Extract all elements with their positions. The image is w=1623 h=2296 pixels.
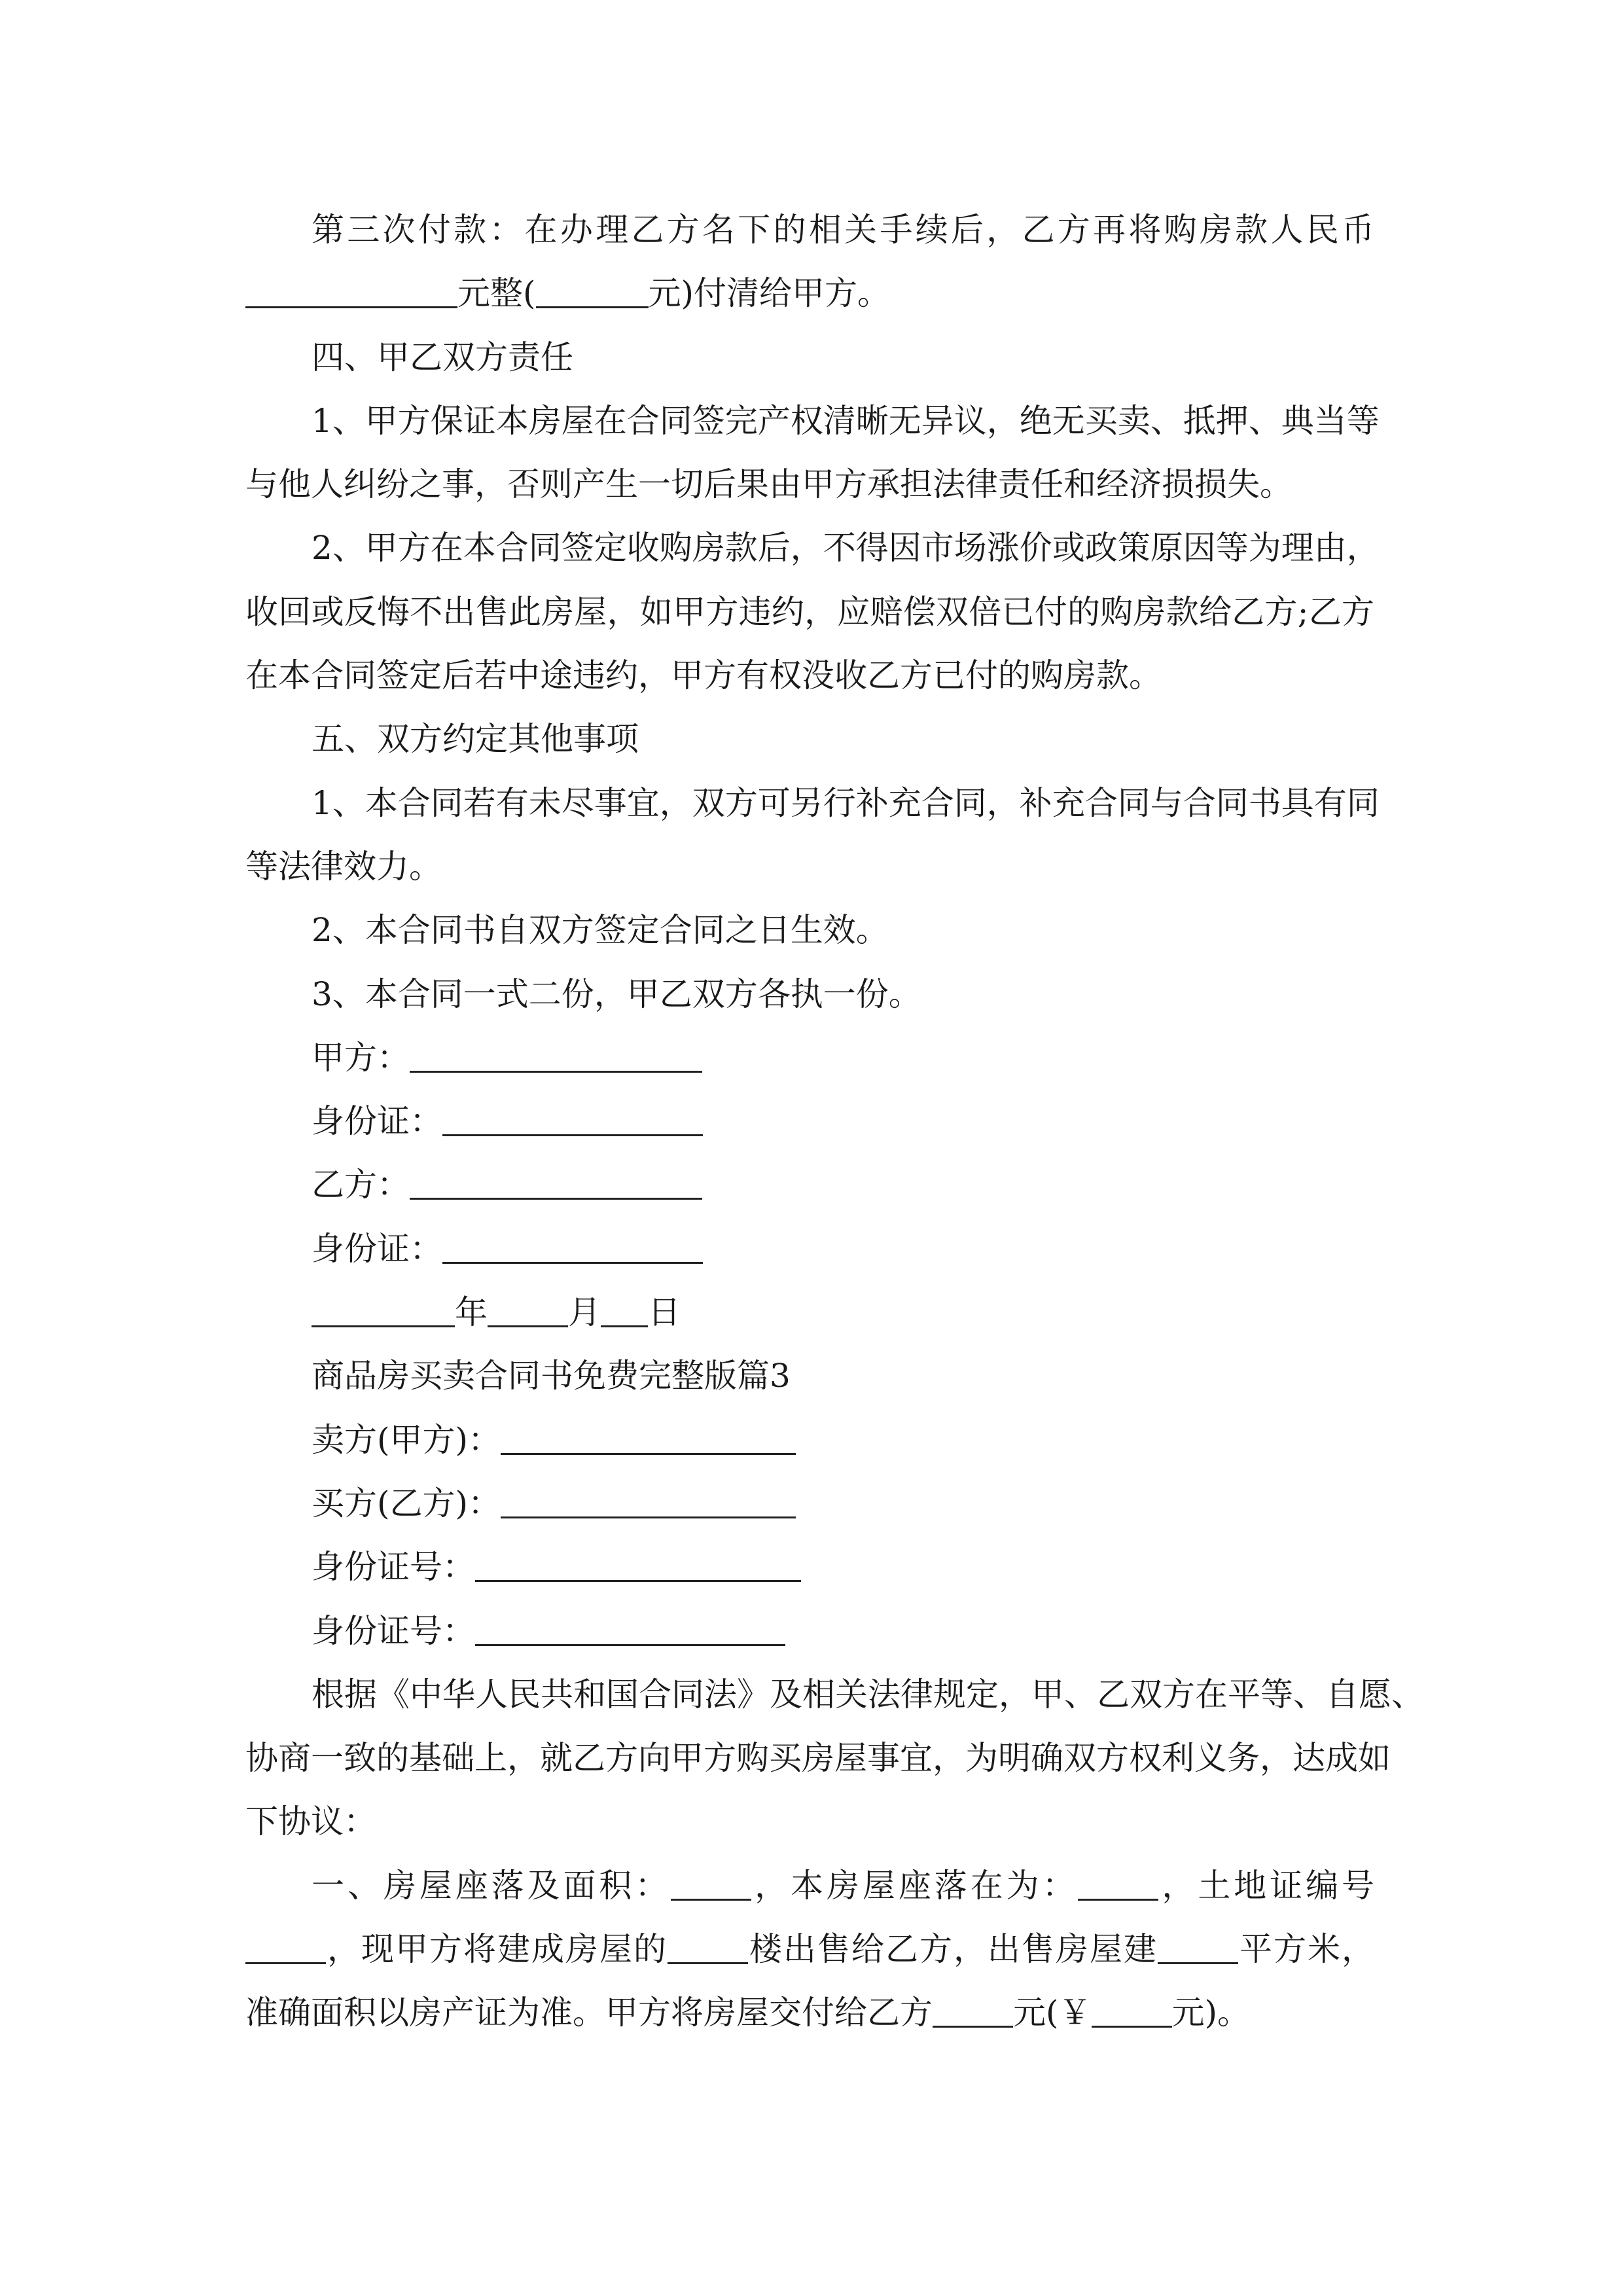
article1-line3: [245, 1981, 1374, 2045]
sign-date: [245, 1281, 1374, 1344]
label: 月: [568, 1293, 601, 1332]
third-payment-line2: [245, 262, 1374, 325]
article1-line2: [245, 1918, 1374, 1981]
label: 身份证号：: [312, 1548, 475, 1587]
other1-line1: 1、本合同若有未尽事宜，双方可另行补充合同，补充合同与合同书具有同: [312, 783, 1380, 822]
seller-line: [245, 1408, 1374, 1472]
other1-line2: 等法律效力。: [245, 847, 442, 886]
sign-id-a: [245, 1090, 1374, 1153]
party-b-blank: [410, 1158, 702, 1200]
text: 元)。: [1171, 1994, 1251, 2032]
id2-blank: [475, 1605, 785, 1646]
contract-page: [245, 198, 1424, 2045]
blank: [1092, 1986, 1172, 2028]
text: 元)付清给甲方。: [648, 274, 891, 313]
year-blank: [312, 1286, 455, 1327]
resp2-line3: 在本合同签定后若中途违约，甲方有权没收乙方已付的购房款。: [245, 656, 1162, 695]
label: 甲方：: [312, 1038, 410, 1077]
label: 日: [648, 1293, 681, 1332]
id1-blank: [475, 1541, 801, 1582]
id2-line: [245, 1600, 1374, 1663]
blank: [1078, 1859, 1158, 1901]
id-b-blank: [442, 1223, 703, 1264]
blank: [671, 1859, 751, 1901]
intro-line2: 协商一致的基础上，就乙方向甲方购买房屋事宜，为明确双方权利义务，达成如: [245, 1739, 1391, 1778]
label: 买方(乙方)：: [312, 1484, 501, 1522]
party-a-blank: [410, 1031, 702, 1073]
text: 楼出售给乙方，出售房屋建: [748, 1930, 1158, 1969]
resp1-line2: 与他人纠纷之事，否则产生一切后果由甲方承担法律责任和经济损损失。: [245, 465, 1293, 504]
text: 一、房屋座落及面积：: [312, 1866, 671, 1905]
resp2-line2: 收回或反悔不出售此房屋，如甲方违约，应赔偿双倍已付的购房款给乙方;乙方: [245, 592, 1374, 631]
blank: [1158, 1923, 1238, 1964]
resp1-line1: 1、甲方保证本房屋在合同签完产权清晰无异议，绝无买卖、抵押、典当等: [312, 401, 1380, 440]
text: 平方米，: [1238, 1930, 1374, 1969]
seller-blank: [501, 1414, 796, 1455]
text: ，土地证编号: [1158, 1866, 1375, 1905]
buyer-line: [245, 1472, 1374, 1535]
blank: [668, 1923, 748, 1964]
text: 元(￥: [1013, 1994, 1092, 2032]
other3: 3、本合同一式二份，甲乙双方各执一份。: [312, 975, 921, 1013]
id-a-blank: [442, 1095, 703, 1136]
month-blank: [488, 1286, 568, 1327]
article1-line1: [245, 1854, 1374, 1918]
blank: [933, 1986, 1013, 2028]
amount-blank: [245, 267, 457, 308]
label: 年: [455, 1293, 488, 1332]
label: 身份证：: [312, 1229, 442, 1268]
intro-line1: 根据《中华人民共和国合同法》及相关法律规定，甲、乙双方在平等、自愿、: [312, 1675, 1424, 1713]
chapter-3-title: 商品房买卖合同书免费完整版篇3: [312, 1357, 791, 1395]
other2: 2、本合同书自双方签定合同之日生效。: [312, 911, 889, 950]
text: ，本房屋座落在为：: [751, 1866, 1079, 1905]
amount-number-blank: [536, 267, 649, 308]
section-4-heading: 四、甲乙双方责任: [312, 338, 573, 376]
text: 元整(: [457, 274, 536, 313]
text: ，现甲方将建成房屋的: [326, 1930, 668, 1969]
intro-line3: 下协议：: [245, 1803, 376, 1841]
sign-id-b: [245, 1217, 1374, 1281]
third-payment-line1: 第三次付款：在办理乙方名下的相关手续后，乙方再将购房款人民币: [312, 211, 1374, 249]
label: 身份证号：: [312, 1611, 475, 1650]
buyer-blank: [501, 1477, 796, 1518]
label: 卖方(甲方)：: [312, 1420, 501, 1459]
sign-party-a: [245, 1026, 1374, 1090]
text: 准确面积以房产证为准。甲方将房屋交付给乙方: [245, 1994, 933, 2032]
sign-party-b: [245, 1153, 1374, 1217]
day-blank: [601, 1286, 648, 1327]
resp2-line1: 2、甲方在本合同签定收购房款后，不得因市场涨价或政策原因等为理由，: [312, 529, 1380, 567]
label: 身份证：: [312, 1102, 442, 1141]
section-5-heading: 五、双方约定其他事项: [312, 720, 639, 759]
id1-line: [245, 1535, 1374, 1599]
blank: [245, 1923, 326, 1964]
label: 乙方：: [312, 1166, 410, 1204]
